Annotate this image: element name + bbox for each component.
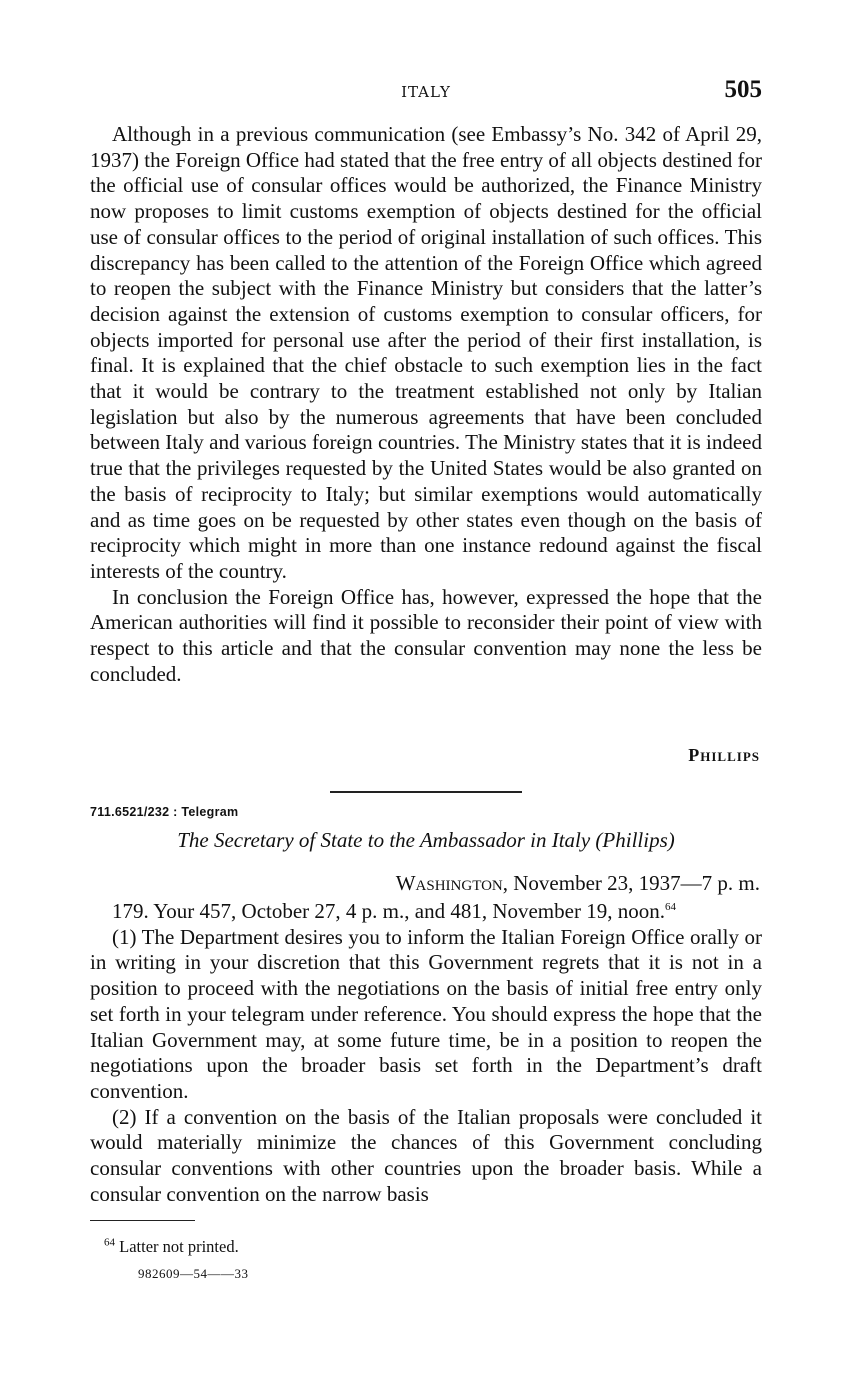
running-head	[90, 76, 762, 106]
telegram-paragraph: (2) If a convention on the basis of the Italian proposals were concluded it would materially minimize the chances of this Government concluding consular conventions with other countries upon the broader basis. While a consular convention on the narrow basis	[90, 1104, 762, 1206]
footnote-mark: 64	[104, 1236, 115, 1249]
dateline-place: Washington	[395, 871, 503, 895]
telegram-body	[90, 899, 762, 1207]
telegram-opening	[90, 899, 762, 925]
dateline	[396, 871, 760, 896]
telegram-paragraph: (1) The Department desires you to inform the Italian Foreign Office orally or in writing in your discretion that this Government regrets that it is not in a position to proceed with the negotiations on the basis of initial free entry only set forth in your telegram under reference. You should express the hope that the Italian Government may, at some future time, be in a position to reopen the negotiations upon the broader basis set forth in the Department’s draft convention.	[90, 924, 762, 1103]
page-number: 505	[724, 76, 762, 103]
footnote-rule	[90, 1220, 195, 1221]
file-reference: 711.6521/232 : Telegram	[90, 805, 239, 819]
footnote-text: Latter not printed.	[119, 1237, 239, 1256]
letter-paragraph: Although in a previous communication (see Embassy’s No. 342 of April 29, 1937) the Foreign Office had stated that the free entry of all objects destined for the official use of consular offices would be authorized, the Finance Ministry now proposes to limit customs exemption of objects destined for the official use of consular offices to the period of original installation of such offices. This discrepancy has been called to the attention of the Foreign Office which agreed to reopen the subject with the Finance Ministry but considers that the latter’s decision against the extension of customs exemption to consular officers, for objects imported for personal use after the period of their first installation, is final. It is explained that the chief obstacle to such exemption lies in the fact that it would be contrary to the treatment established not only by Italian legislation but also by the numerous agreements that have been concluded between Italy and various foreign countries. The Ministry states that it is indeed true that the privileges requested by the United States would be also granted on the basis of reciprocity to Italy; but similar exemptions would automatically and as time goes on be requested by other states even though on the basis of reciprocity which might in more than one instance redound against the fiscal interests of the country.	[90, 122, 762, 583]
footnote-reference: 64	[664, 901, 676, 913]
document-title: The Secretary of State to the Ambassador in Italy (Phillips)	[177, 828, 675, 852]
letter-body	[90, 122, 762, 687]
letter-paragraph: In conclusion the Foreign Office has, however, expressed the hope that the American authorities will find it possible to reconsider their point of view with respect to this article and that the consular convention may none the less be concluded.	[90, 584, 762, 686]
signature: Phillips	[688, 745, 760, 765]
footnote	[104, 1237, 239, 1257]
running-title: ITALY	[401, 83, 451, 101]
printer-code: 982609—54——33	[138, 1266, 249, 1281]
telegram-opening-text: 179. Your 457, October 27, 4 p. m., and 481, November 19, noon.	[112, 899, 665, 923]
section-divider	[330, 791, 522, 793]
dateline-date: , November 23, 1937—7 p. m.	[502, 871, 760, 895]
